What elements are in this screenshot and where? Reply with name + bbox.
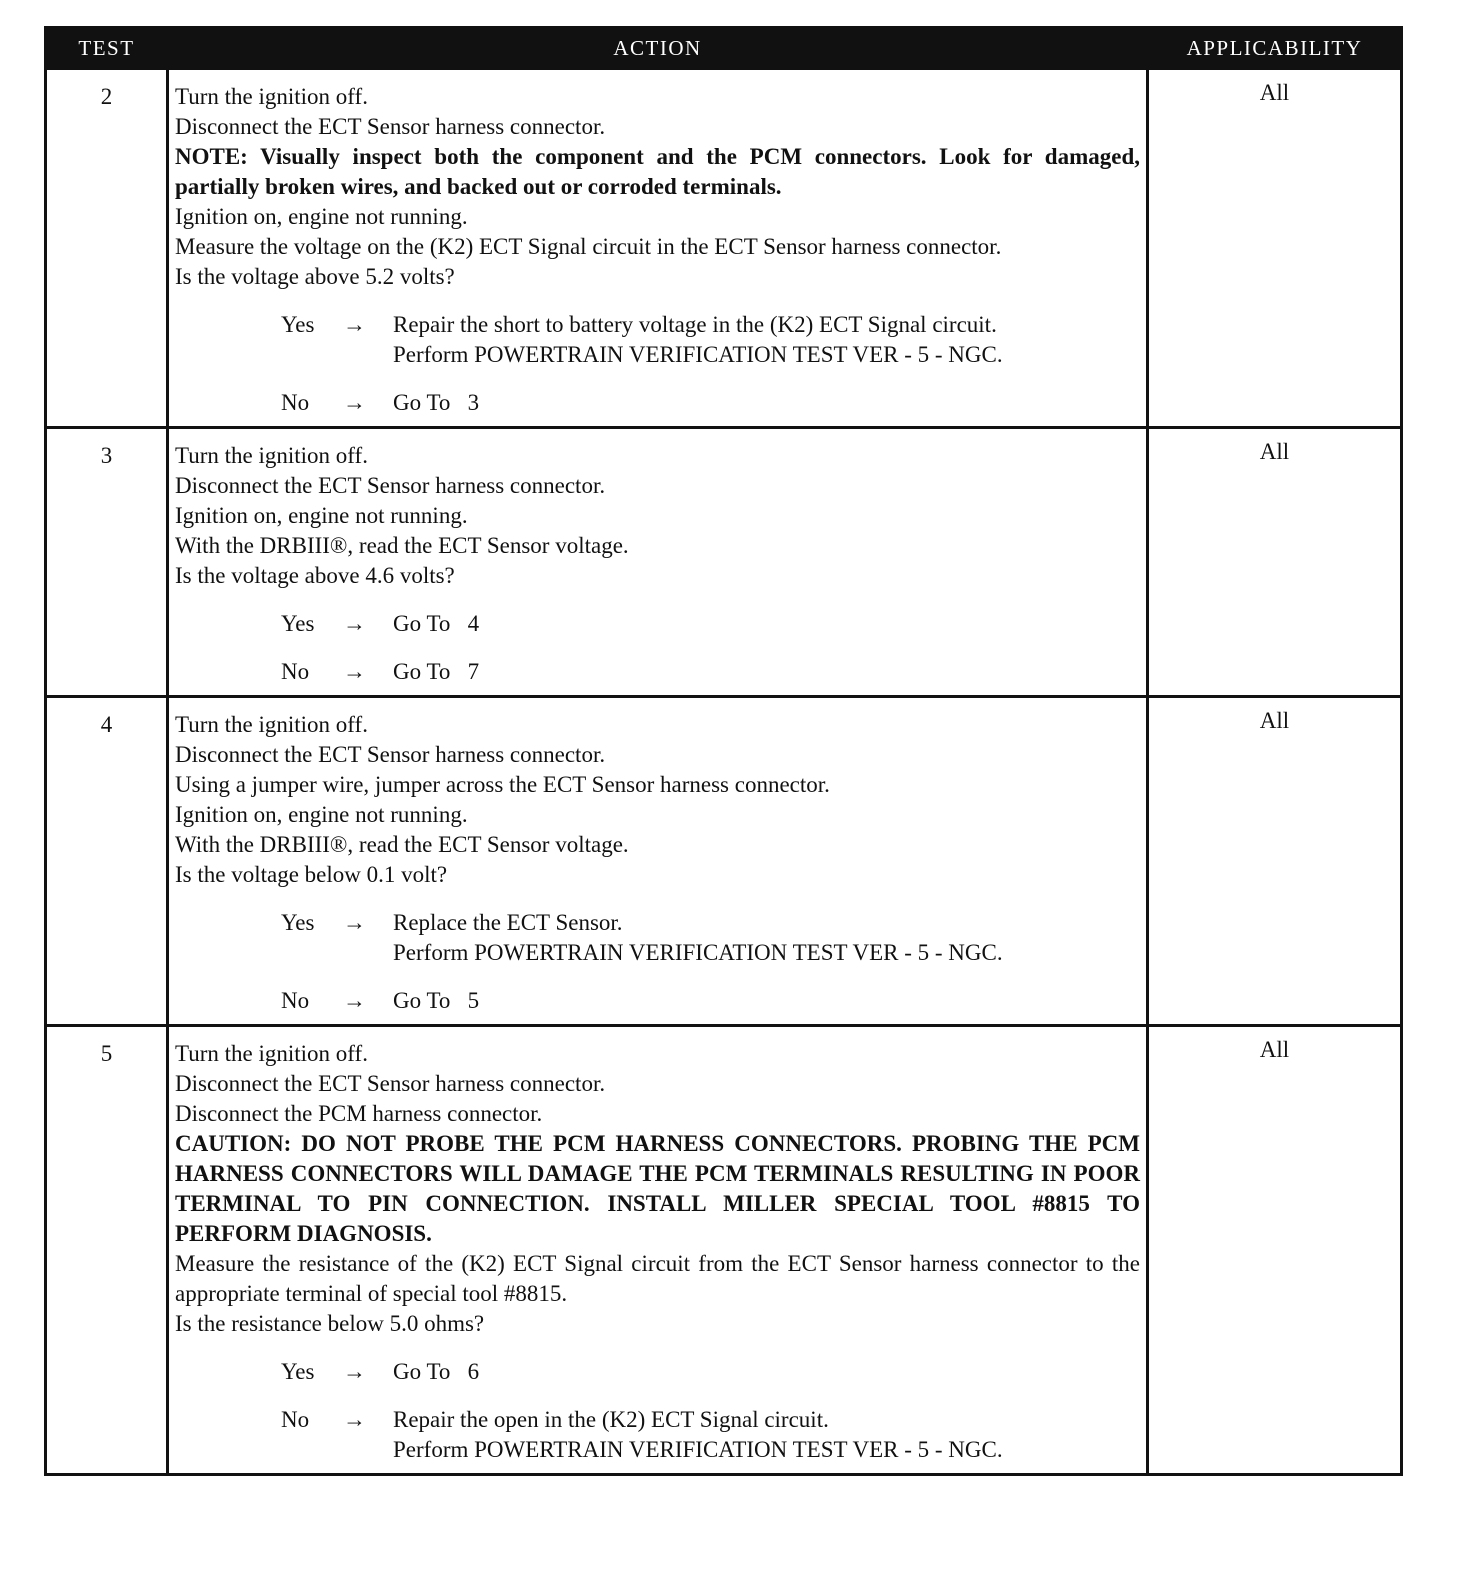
choice-result-line: Perform POWERTRAIN VERIFICATION TEST VER - 5 - NGC. <box>393 342 1003 367</box>
choice-result <box>393 388 1140 418</box>
action-step: Disconnect the ECT Sensor harness connector. <box>175 742 606 767</box>
choice-yes <box>281 1357 1140 1387</box>
action-step: Disconnect the PCM harness connector. <box>175 1101 543 1126</box>
action-step: Is the voltage above 5.2 volts? <box>175 264 455 289</box>
applicability-value: All <box>1148 1026 1402 1475</box>
choice-result <box>393 657 1140 687</box>
action-step: Turn the ignition off. <box>175 712 368 737</box>
action-step: Using a jumper wire, jumper across the ECT Sensor harness connector. <box>175 772 830 797</box>
choice-result-line: Repair the open in the (K2) ECT Signal circuit. <box>393 1407 829 1432</box>
choice-no <box>281 986 1140 1016</box>
right-arrow-icon: → <box>343 659 366 684</box>
action-step: Ignition on, engine not running. <box>175 204 468 229</box>
right-arrow-icon: → <box>343 1359 366 1384</box>
action-cell <box>168 1026 1148 1475</box>
choice-no <box>281 657 1140 687</box>
choice-yes <box>281 908 1140 968</box>
right-arrow-icon: → <box>343 1407 366 1432</box>
choice-result <box>393 908 1140 968</box>
action-step: Disconnect the ECT Sensor harness connector. <box>175 1071 606 1096</box>
action-step: Is the voltage below 0.1 volt? <box>175 862 448 887</box>
action-step: With the DRBIII®, read the ECT Sensor voltage. <box>175 832 629 857</box>
action-step: Measure the resistance of the (K2) ECT Signal circuit from the ECT Sensor harness connector to the appropriate terminal of special tool #8815. <box>175 1251 1140 1306</box>
choice-answer: Yes <box>281 910 315 935</box>
action-step: Turn the ignition off. <box>175 1041 368 1066</box>
action-step: Is the resistance below 5.0 ohms? <box>175 1311 485 1336</box>
diagnostic-procedure-sheet <box>44 26 1400 1476</box>
choice-result-line: Go To 7 <box>393 659 480 684</box>
table-header <box>46 28 1402 69</box>
action-step: Disconnect the ECT Sensor harness connector. <box>175 114 606 139</box>
choice-answer: Yes <box>281 611 315 636</box>
warning-note: NOTE: Visually inspect both the component and the PCM connectors. Look for damaged, partially broken wires, and backed out or corroded terminals. <box>175 144 1140 199</box>
choice-result <box>393 986 1140 1016</box>
test-number: 4 <box>46 697 168 1026</box>
header-test: TEST <box>46 28 168 69</box>
test-number: 3 <box>46 428 168 697</box>
choice-yes <box>281 609 1140 639</box>
right-arrow-icon: → <box>343 988 366 1013</box>
choice-no <box>281 388 1140 418</box>
choice-result <box>393 1357 1140 1387</box>
action-cell <box>168 697 1148 1026</box>
action-step: Ignition on, engine not running. <box>175 802 468 827</box>
choice-result-line: Perform POWERTRAIN VERIFICATION TEST VER - 5 - NGC. <box>393 940 1003 965</box>
right-arrow-icon: → <box>343 390 366 415</box>
applicability-value: All <box>1148 69 1402 428</box>
choice-result-line: Go To 5 <box>393 988 480 1013</box>
decision-choices <box>175 1357 1140 1465</box>
test-row-5 <box>46 1026 1402 1475</box>
choice-answer: No <box>281 988 310 1013</box>
choice-result-line: Go To 6 <box>393 1359 480 1384</box>
decision-choices <box>175 310 1140 418</box>
choice-result-line: Perform POWERTRAIN VERIFICATION TEST VER - 5 - NGC. <box>393 1437 1003 1462</box>
action-step: With the DRBIII®, read the ECT Sensor voltage. <box>175 533 629 558</box>
test-row-2 <box>46 69 1402 428</box>
test-row-3 <box>46 428 1402 697</box>
action-cell <box>168 69 1148 428</box>
choice-answer: No <box>281 659 310 684</box>
action-step: Ignition on, engine not running. <box>175 503 468 528</box>
choice-result <box>393 1405 1140 1465</box>
header-row <box>46 28 1402 69</box>
choice-answer: Yes <box>281 1359 315 1384</box>
diagnostic-test-table <box>44 26 1403 1476</box>
action-step: Turn the ignition off. <box>175 443 368 468</box>
applicability-value: All <box>1148 428 1402 697</box>
choice-result-line: Replace the ECT Sensor. <box>393 910 623 935</box>
choice-result-line: Repair the short to battery voltage in the (K2) ECT Signal circuit. <box>393 312 997 337</box>
warning-note: CAUTION: DO NOT PROBE THE PCM HARNESS CONNECTORS. PROBING THE PCM HARNESS CONNECTORS WILL DAMAGE THE PCM TERMINALS RESULTING IN POOR TERMINAL TO PIN CONNECTION. INSTALL MILLER SPECIAL TOOL #8815 TO PERFORM DIAGNOSIS. <box>175 1131 1140 1246</box>
action-steps <box>175 710 1140 890</box>
choice-no <box>281 1405 1140 1465</box>
test-number: 5 <box>46 1026 168 1475</box>
action-step: Is the voltage above 4.6 volts? <box>175 563 455 588</box>
decision-choices <box>175 908 1140 1016</box>
choice-result <box>393 609 1140 639</box>
action-steps <box>175 441 1140 591</box>
applicability-value: All <box>1148 697 1402 1026</box>
right-arrow-icon: → <box>343 312 366 337</box>
action-step: Turn the ignition off. <box>175 84 368 109</box>
choice-answer: No <box>281 1407 310 1432</box>
test-number: 2 <box>46 69 168 428</box>
header-action: ACTION <box>168 28 1148 69</box>
choice-result-line: Go To 4 <box>393 611 480 636</box>
header-applicability: APPLICABILITY <box>1148 28 1402 69</box>
choice-answer: No <box>281 390 310 415</box>
action-step: Measure the voltage on the (K2) ECT Signal circuit in the ECT Sensor harness connector. <box>175 234 1002 259</box>
table-body <box>46 69 1402 1475</box>
choice-result <box>393 310 1140 370</box>
test-row-4 <box>46 697 1402 1026</box>
choice-yes <box>281 310 1140 370</box>
choice-answer: Yes <box>281 312 315 337</box>
choice-result-line: Go To 3 <box>393 390 480 415</box>
action-steps <box>175 1039 1140 1339</box>
action-steps <box>175 82 1140 292</box>
decision-choices <box>175 609 1140 687</box>
action-cell <box>168 428 1148 697</box>
right-arrow-icon: → <box>343 910 366 935</box>
right-arrow-icon: → <box>343 611 366 636</box>
action-step: Disconnect the ECT Sensor harness connector. <box>175 473 606 498</box>
